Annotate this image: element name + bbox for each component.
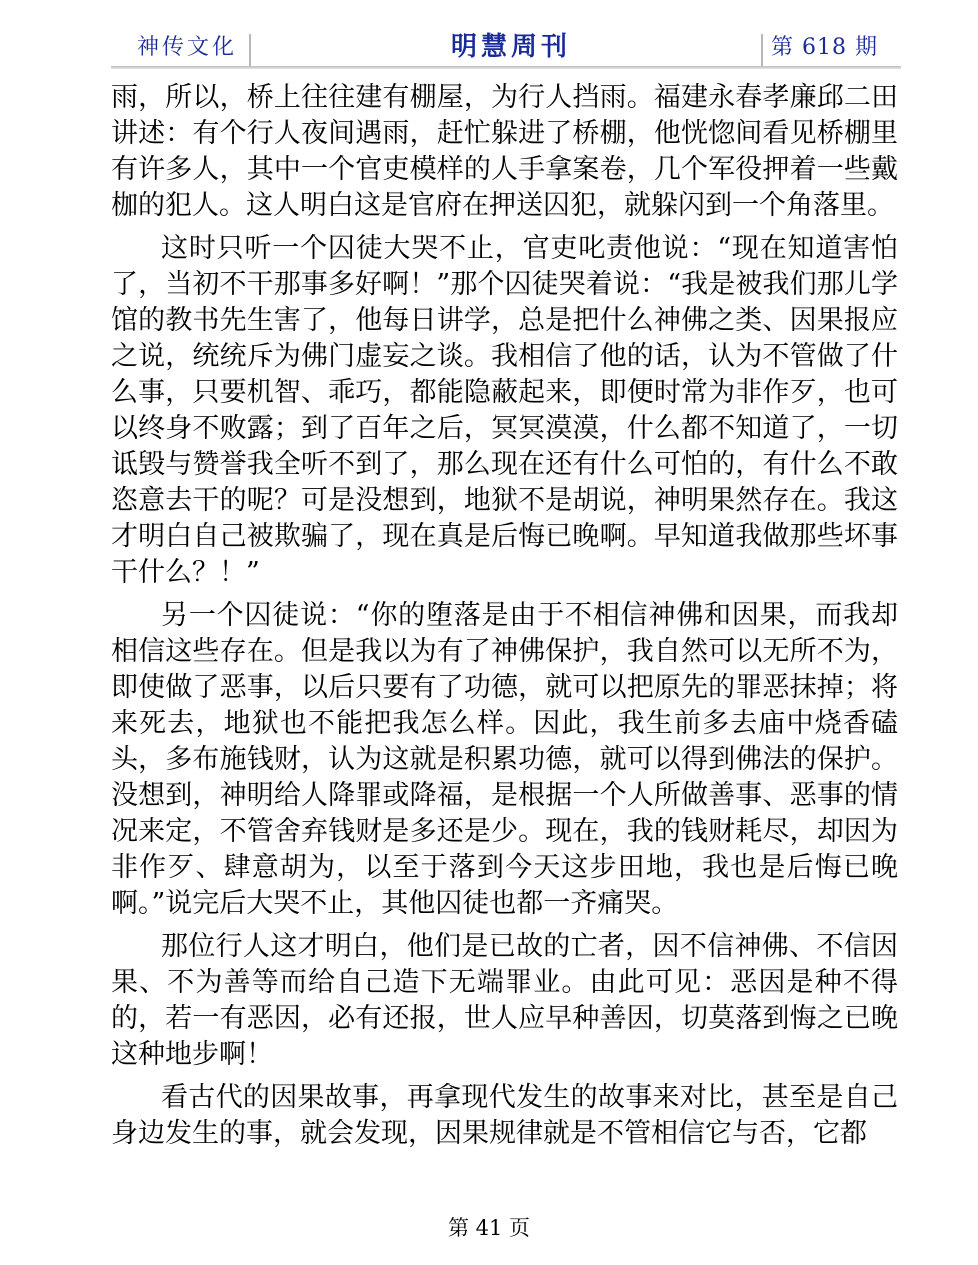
header-divider-right: [761, 34, 763, 68]
paragraph: 另一个囚徒说：“你的堕落是由于不相信神佛和因果，而我却相信这些存在。但是我以为有了神佛保护，我自然可以无所不为，即使做了恶事，以后只要有了功德，就可以把原先的罪恶抹掉；将来死去，地狱也不能把我怎么样。因此，我生前多去庙中烧香磕头，多布施钱财，认为这就是积累功德，就可以得到佛法的保护。没想到，神明给人降罪或降福，是根据一个人所做善事、恶事的情况来定，不管舍弃钱财是多还是少。现在，我的钱财耗尽，却因为非作歹、肆意胡为，以至于落到今天这步田地，我也是后悔已晚啊。”说完后大哭不止，其他囚徒也都一齐痛哭。: [111, 600, 898, 919]
header-divider-left: [249, 34, 251, 68]
page-header: [111, 24, 901, 68]
article-body: [111, 80, 898, 1159]
issue-number: 第 618 期: [771, 35, 878, 60]
paragraph: 看古代的因果故事，再拿现代发生的故事来对比，甚至是自己身边发生的事，就会发现，因果规律就是不管相信它与否，它都: [111, 1082, 898, 1149]
publication-title: 明慧周刊: [450, 32, 571, 62]
section-name: 神传文化: [137, 35, 238, 60]
page-number: 第 41 页: [447, 1216, 531, 1240]
paragraph: 那位行人这才明白，他们是已故的亡者，因不信神佛、不信因果、不为善等而给自己造下无端罪业。由此可见：恶因是种不得的，若一有恶因，必有还报，世人应早种善因，切莫落到悔之已晚这种地步啊！: [111, 931, 898, 1070]
paragraph: 这时只听一个囚徒大哭不止，官吏叱责他说：“现在知道害怕了，当初不干那事多好啊！”那个囚徒哭着说：“我是被我们那儿学馆的教书先生害了，他每日讲学，总是把什么神佛之类、因果报应之说，统统斥为佛门虚妄之谈。我相信了他的话，认为不管做了什么事，只要机智、乖巧，都能隐蔽起来，即便时常为非作歹，也可以终身不败露；到了百年之后，冥冥漠漠，什么都不知道了，一切诋毁与赞誉我全听不到了，那么现在还有什么可怕的，有什么不敢恣意去干的呢？可是没想到，地狱不是胡说，神明果然存在。我这才明白自己被欺骗了，现在真是后悔已晚啊。早知道我做那些坏事干什么？！”: [111, 233, 898, 588]
header-rule: [111, 66, 901, 69]
paragraph: 雨，所以，桥上往往建有棚屋，为行人挡雨。福建永春孝廉邱二田讲述：有个行人夜间遇雨，赶忙躲进了桥棚，他恍惚间看见桥棚里有许多人，其中一个官吏模样的人手拿案卷，几个军役押着一些戴枷的犯人。这人明白这是官府在押送囚犯，就躲闪到一个角落里。: [111, 82, 898, 221]
